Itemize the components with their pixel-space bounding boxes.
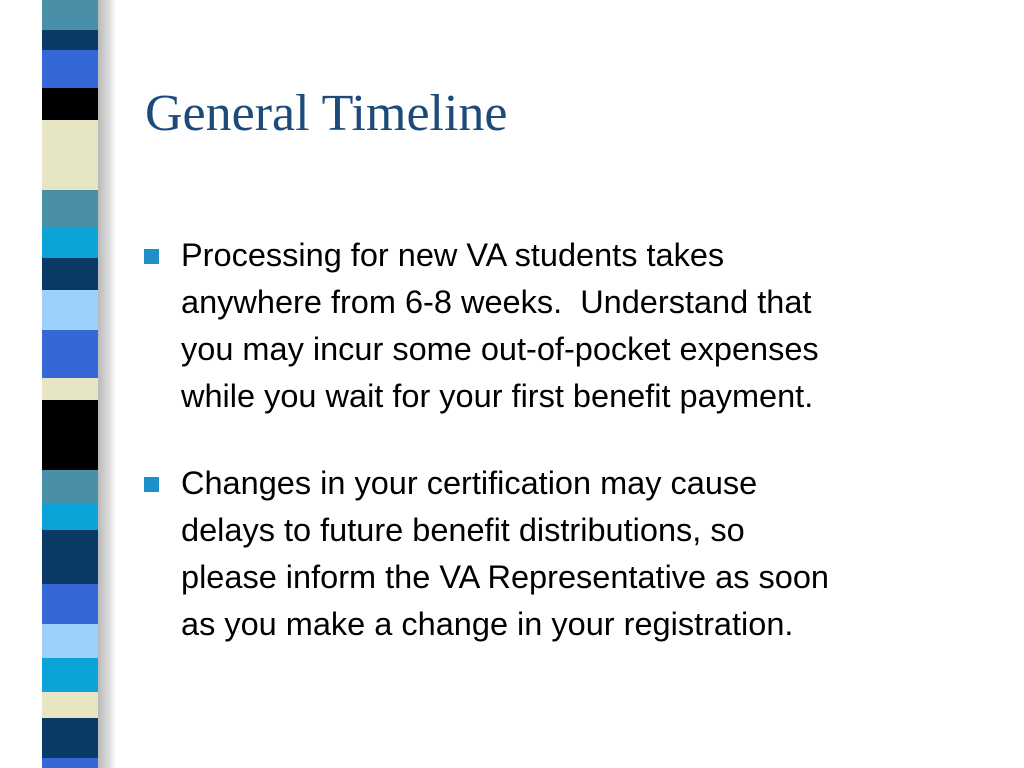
stripe-block	[42, 758, 98, 768]
stripe-block	[42, 50, 98, 88]
stripe-block	[42, 584, 98, 624]
square-bullet-icon	[144, 249, 159, 264]
stripe-block	[42, 30, 98, 50]
stripe-block	[42, 190, 98, 228]
bullet-text-line: while you wait for your first benefit payment.	[181, 378, 814, 414]
bullet-item	[144, 232, 994, 420]
stripe-block	[42, 258, 98, 290]
bullet-text-line: as you make a change in your registration.	[181, 606, 794, 642]
stripe-block	[42, 504, 98, 530]
stripe-block	[42, 400, 98, 470]
bullet-list	[144, 232, 994, 688]
stripe-block	[42, 228, 98, 258]
decorative-stripe-shadow	[98, 0, 116, 768]
stripe-block	[42, 88, 98, 120]
square-bullet-icon	[144, 477, 159, 492]
decorative-stripe-left	[0, 0, 42, 768]
bullet-text-line: Processing for new VA students takes	[181, 237, 725, 273]
stripe-block	[42, 330, 98, 378]
stripe-block	[42, 378, 98, 400]
stripe-block	[42, 120, 98, 160]
stripe-block	[42, 692, 98, 718]
stripe-block	[42, 470, 98, 504]
bullet-text-line: delays to future benefit distributions, so	[181, 512, 745, 548]
stripe-block	[42, 530, 98, 584]
slide-title: General Timeline	[145, 85, 508, 142]
bullet-text-line: please inform the VA Representative as soon	[181, 559, 829, 595]
bullet-item	[144, 460, 994, 648]
bullet-text-line: anywhere from 6-8 weeks. Understand that	[181, 284, 812, 320]
stripe-block	[42, 658, 98, 692]
stripe-block	[42, 160, 98, 190]
decorative-stripe	[42, 0, 98, 768]
stripe-block	[42, 0, 98, 30]
stripe-block	[42, 718, 98, 758]
bullet-text-line: Changes in your certification may cause	[181, 465, 758, 501]
bullet-text-line: you may incur some out-of-pocket expenses	[181, 331, 819, 367]
stripe-block	[42, 624, 98, 658]
stripe-block	[42, 290, 98, 330]
